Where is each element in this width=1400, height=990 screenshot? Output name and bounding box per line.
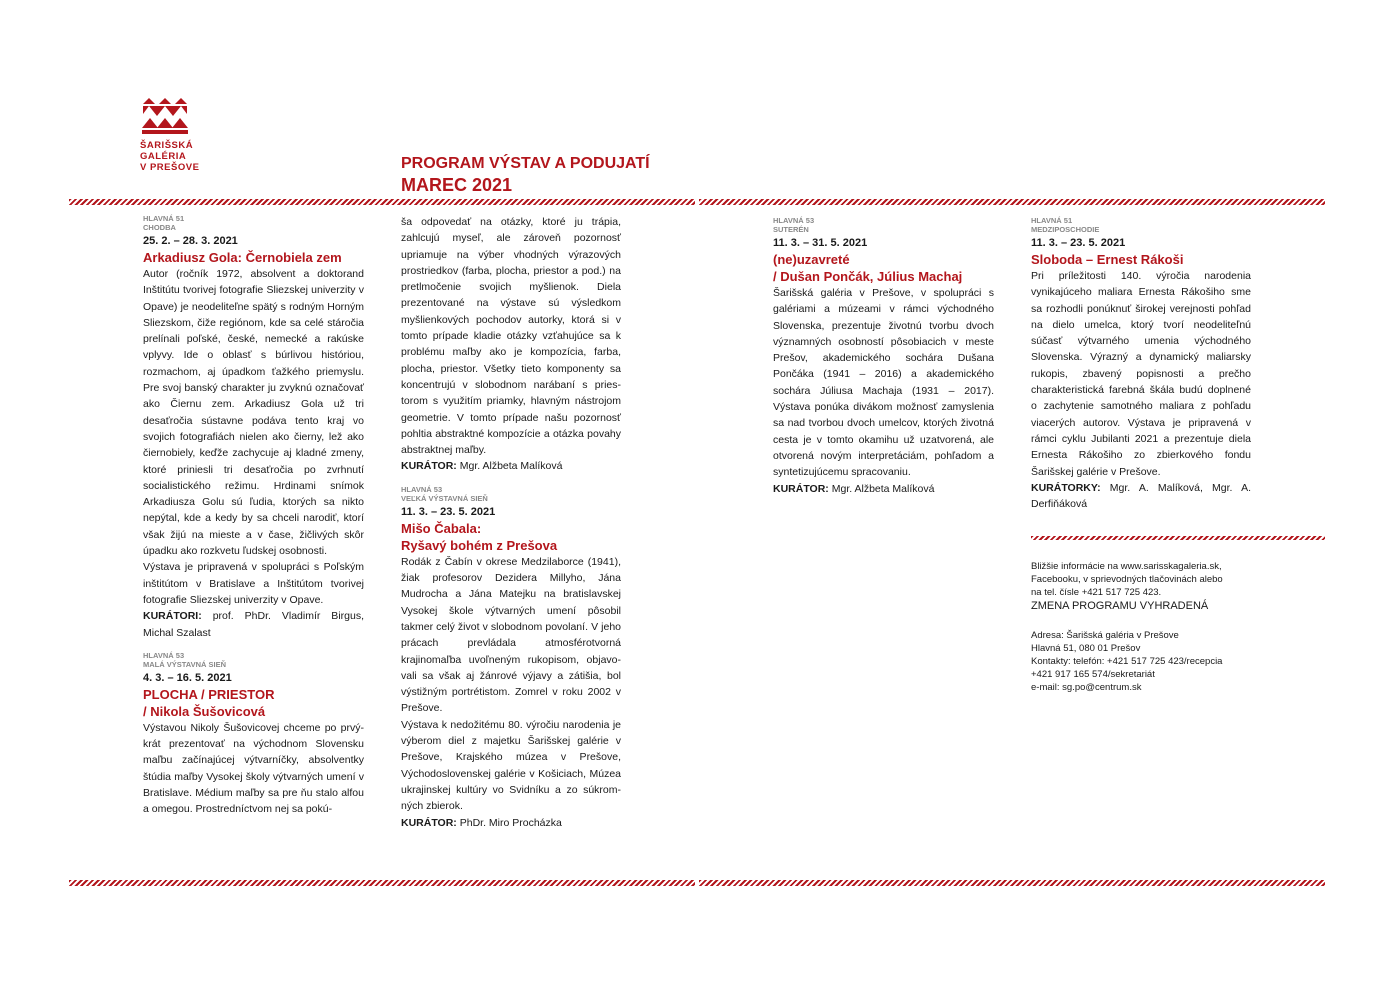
program-month: MAREC 2021 (401, 175, 513, 195)
gallery-logo (140, 98, 200, 173)
location: HLAVNÁ 53 (401, 484, 443, 494)
curator-label: KURÁTORI: (143, 610, 202, 623)
curator-line (401, 458, 621, 474)
info-line: Bližšie informácie na www.sarisskagaleria.sk, (1031, 561, 1222, 572)
exhibition-date: 25. 2. – 28. 3. 2021 (143, 235, 238, 247)
bottom-band-left (69, 880, 695, 886)
curator-name: Mgr. Alžbeta Malíková (459, 460, 563, 473)
exhibition-description: ša odpovedať na otázky, ktoré ju trápia, zahlcujú myseľ, ale zároveň pozornosť upriamuje na výber vhodných výrazových prostriedkov (farba, plocha, priestor a pod.) na pretlmočenie svojich myšlienok. Diela prezentované na výstave sú výsledkom myšlienkových pochodov autorky, ktorá si v tomto prípade kladie otázky vzťahujúce sa k problému maľby ako je kompozícia, farba, plocha, priestor. Všetky tieto komponenty sa koncentrujú v slobodnom narábaní s pries-torom s využitím priamky, hlavným nástrojom geometrie. V tomto prípade našu pozornosť pohltia abstraktné kompozície a otázka povahy abstraktnej maľby. (401, 216, 621, 457)
info-line: Facebooku, v sprievodných tlačovinách alebo (1031, 574, 1223, 585)
exhibition-title: PLOCHA / PRIESTOR (143, 686, 275, 702)
top-band-left (69, 199, 695, 205)
top-band-right (699, 199, 1325, 205)
exhibition-gola (143, 214, 364, 641)
exhibition-neuzavrete (773, 216, 994, 497)
exhibition-sloboda (1031, 216, 1251, 512)
location-room: SUTERÉN (773, 225, 809, 234)
info-block (1031, 560, 1271, 694)
exhibition-description: Výstava je pripravená v spolupráci s Poľským inštitútom v Bratislave a Inštitútom tvorivej fotografie Sliezskej univerzity v Opave. (143, 561, 364, 606)
curator-name: Mgr. Alžbeta Malíková (831, 482, 935, 495)
location: HLAVNÁ 51 (1031, 216, 1073, 225)
info-line: na tel. čísle +421 517 725 423. (1031, 587, 1162, 598)
column-3 (773, 216, 994, 507)
location: HLAVNÁ 53 (773, 216, 815, 225)
curator-name: Mgr. A. Malíková, Mgr. A. Derfiňáková (1031, 481, 1251, 511)
curator-label: KURÁTOR: (401, 816, 457, 829)
curator-line (143, 608, 364, 641)
bottom-band-right (699, 880, 1325, 886)
logo-line: V PREŠOVE (140, 162, 200, 173)
column-2 (401, 214, 621, 841)
exhibition-description: Výstava k nedožitému 80. výročiu narodenia je výberom diel z majetku Šarišskej galérie v Prešove, Krajského múzea v Prešove, Východoslovenskej galérie v Košiciach, Múzea ukrajinskej kultúry vo Svidníku a zo súkrom-ných zbierok. (401, 718, 621, 813)
exhibition-title: Arkadiusz Gola: Černobiela zem (143, 250, 342, 265)
exhibition-title: Mišo Čabala: (401, 520, 482, 536)
exhibition-description: Autor (ročník 1972, absolvent a doktorand Inštitútu tvorivej fotografie Sliezskej univerzity v Opave) je neodeliteľne spätý s rodným Horným Sliezskom, čiže regiónom, kde sa celé stáročia prelínali poľské, české, nemecké a rakúske vplyvy. Ide o oblasť s búrlivou históriou, rozmachom, aj úpadkom ťažkého priemyslu. Pre svoj banský charakter ju zvyknú označovať ako Čiernu zem. Arkadiusz Gola už tri desaťročia sústavne podáva tento kraj vo svojich fotografiách nielen ako čierny, lež ako čiernobiely, keďže zachycuje aj kladné zmeny, ktoré priniesli tri desaťročia po zvrhnutí socialistického režimu. Hrdinami snímok Arkadiusza Golu sú ľudia, ktorých sa nikto nepýtal, kde a kedy by sa chceli narodiť, ktorí však žijú na mieste a v čase, žičlivých skôr úpadku ako rozkvetu ľudskej osobnosti. (143, 268, 364, 558)
exhibition-subtitle: / Nikola Šušovicová (143, 703, 266, 719)
program-title: PROGRAM VÝSTAV A PODUJATÍ (401, 155, 650, 172)
location-room: CHODBA (143, 223, 176, 232)
exhibition-date: 11. 3. – 31. 5. 2021 (773, 237, 868, 249)
curator-line (1031, 480, 1251, 513)
logo-line: GALÉRIA (140, 151, 187, 162)
crown-logo-icon (140, 98, 190, 136)
exhibition-date: 4. 3. – 16. 5. 2021 (143, 671, 232, 684)
exhibition-title: (ne)uzavreté (773, 252, 850, 267)
curator-label: KURÁTORKY: (1031, 481, 1101, 494)
exhibition-description: Výstavou Nikoly Šušovicovej chceme po prvý-krát prezentovať na východnom Slovensku maľbu začínajúcej výtvarníčky, absolventky štúdia maľby Vysokej školy výtvarných umení v Bratislave. Médium maľby sa pre ňu stalo alfou a omegou. Prostredníctvom nej sa pokú- (143, 721, 364, 816)
program-change-notice: ZMENA PROGRAMU VYHRADENÁ (1031, 600, 1209, 612)
exhibition-date: 11. 3. – 23. 5. 2021 (1031, 237, 1126, 249)
column-4 (1031, 216, 1251, 522)
address-line: Adresa: Šarišská galéria v Prešove (1031, 630, 1179, 641)
contact-line: Kontakty: telefón: +421 517 725 423/recepcia (1031, 656, 1223, 667)
exhibition-subtitle: Ryšavý bohém z Prešova (401, 537, 558, 553)
curator-label: KURÁTOR: (773, 482, 829, 495)
exhibition-date: 11. 3. – 23. 5. 2021 (401, 505, 496, 518)
location-room: VEĽKÁ VÝSTAVNÁ SIEŇ (401, 493, 488, 503)
curator-name: prof. PhDr. Vladimír Birgus, Michal Szalast (143, 610, 364, 639)
right-divider-band (1031, 536, 1325, 540)
location: HLAVNÁ 51 (143, 214, 185, 223)
exhibition-plocha (143, 651, 364, 818)
location: HLAVNÁ 53 (143, 650, 185, 660)
location-room: MEDZIPOSCHODIE (1031, 225, 1100, 234)
exhibition-title: Sloboda – Ernest Rákoši (1031, 252, 1184, 267)
exhibition-cabala (401, 485, 621, 831)
exhibition-subtitle: / Dušan Pončák, Július Machaj (773, 269, 963, 284)
exhibition-plocha-continued (401, 214, 621, 475)
page-heading (401, 154, 650, 196)
contact-line: +421 917 165 574/sekretariát (1031, 669, 1155, 680)
curator-line (401, 815, 621, 831)
email-line: e-mail: sg.po@centrum.sk (1031, 682, 1142, 693)
location-room: MALÁ VÝSTAVNÁ SIEŇ (143, 659, 227, 669)
curator-name: PhDr. Miro Procházka (459, 816, 562, 829)
exhibition-description: Rodák z Čabín v okrese Medzilaborce (1941), žiak profesorov Dezidera Millyho, Jána Mudrocha a Jána Matejku na bratislavskej Vysokej škole výtvarných umení pôsobil takmer celý život v slobodnom povolaní. V jeho prácach prevládala atmosférotvorná krajinomaľba uvoľneným rukopisom, objavo-vali sa však aj žánrové výjavy a zátišia, bol výstižným portrétistom. Zomrel v roku 2002 v Prešove. (401, 555, 621, 715)
column-1 (143, 214, 364, 828)
curator-line (773, 481, 994, 497)
logo-line: ŠARIŠSKÁ (140, 140, 194, 151)
address-line: Hlavná 51, 080 01 Prešov (1031, 643, 1141, 654)
exhibition-description: Pri príležitosti 140. výročia narodenia vynikajúceho maliara Ernesta Rákošiho sme sa rozhodli ponúknuť širokej verejnosti pohľad na dielo umelca, ktorý tvorí neodeliteľnú súčasť výtvarného umenia východného Slovenska. Výrazný a dynamický maliarsky rukopis, zbavený popisnosti a prečho charakteristická farebná škála budú doplnené o zachytenie samotného maliara z pohľadu viacerých autorov. Výstava je pripravená v rámci cyklu Jubilanti 2021 a prezentuje diela Ernesta Rákošiho zo zbierkového fondu Šarišskej galérie v Prešove. (1031, 270, 1251, 478)
curator-label: KURÁTOR: (401, 460, 457, 473)
exhibition-description: Šarišská galéria v Prešove, v spolupráci s galériami a múzeami v rámci východného Slovenska, prezentuje životnú tvorbu dvoch významných osobností pôsobiacich v meste Prešov, akademického sochára Dušana Pončáka (1941 – 2016) a akademického sochára Júliusa Machaja (1931 – 2017). Výstava ponúka divákom možnosť zamyslenia sa nad tvorbou dvoch umelcov, ktorých životná cesta je v tomto okamihu už uzatvorená, ale otvorená novým interpretáciám, pohľadom a syntetizujúcemu spracovaniu. (773, 287, 994, 479)
